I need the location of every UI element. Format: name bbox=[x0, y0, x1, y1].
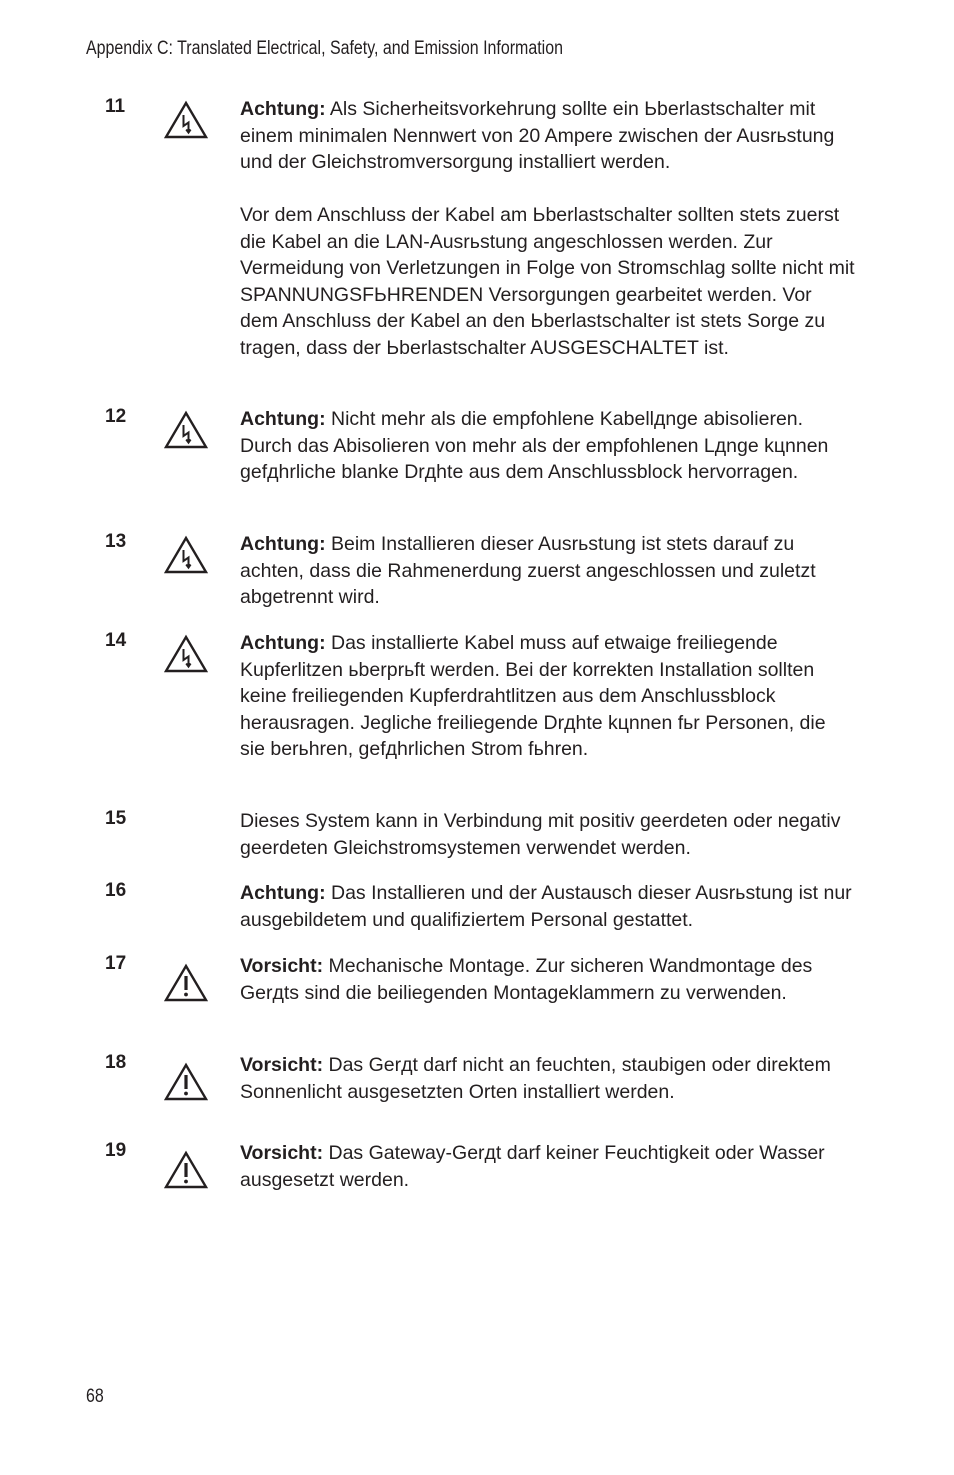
entry-text bbox=[240, 808, 855, 861]
entry-number: 17 bbox=[105, 953, 127, 974]
caution-icon bbox=[163, 1062, 209, 1102]
entry-number: 19 bbox=[105, 1140, 127, 1161]
entry-number: 11 bbox=[105, 96, 126, 117]
page-number: 68 bbox=[86, 1386, 104, 1407]
entry-number: 15 bbox=[105, 808, 127, 829]
electrical-hazard-icon bbox=[163, 410, 209, 450]
page-header: Appendix C: Translated Electrical, Safety, and Emission Information bbox=[86, 38, 563, 59]
entry-text bbox=[240, 880, 855, 933]
entry-text bbox=[240, 630, 855, 763]
entry-number: 16 bbox=[105, 880, 127, 901]
entry-body: Das Installieren und der Austausch dieser Ausrьstung ist nur ausgebildetem und qualifiziertem Personal gestattet. bbox=[240, 882, 852, 931]
entry-label: Achtung: bbox=[240, 533, 326, 555]
entry-number: 13 bbox=[105, 531, 127, 552]
caution-icon bbox=[163, 1150, 209, 1190]
entry-text bbox=[240, 96, 855, 361]
electrical-hazard-icon bbox=[163, 535, 209, 575]
caution-icon bbox=[163, 963, 209, 1003]
entry-label: Achtung: bbox=[240, 408, 326, 430]
entry-text bbox=[240, 1140, 855, 1193]
entry-label: Achtung: bbox=[240, 632, 326, 654]
entry-body: Als Sicherheitsvorkehrung sollte ein Ьberlastschalter mit einem minimalen Nennwert von 20 Ampere zwischen der Ausrьstung und der Gleichstromversorgung installiert werden. bbox=[240, 98, 835, 173]
entry-number: 12 bbox=[105, 406, 127, 427]
entry-body: Beim Installieren dieser Ausrьstung ist stets darauf zu achten, dass die Rahmenerdung zuerst angeschlossen und zuletzt abgetrennt wird. bbox=[240, 533, 816, 608]
entry-number: 18 bbox=[105, 1052, 127, 1073]
entry-body: Das Gateway-Gerдt darf keiner Feuchtigkeit oder Wasser ausgesetzt werden. bbox=[240, 1142, 825, 1191]
entry-label: Vorsicht: bbox=[240, 955, 324, 977]
entry-number: 14 bbox=[105, 630, 127, 651]
entry-body: Das Gerдt darf nicht an feuchten, staubigen oder direktem Sonnenlicht ausgesetzten Orten installiert werden. bbox=[240, 1054, 831, 1103]
electrical-hazard-icon bbox=[163, 634, 209, 674]
entry-label: Achtung: bbox=[240, 98, 326, 120]
entry-text bbox=[240, 531, 855, 611]
entry-label: Achtung: bbox=[240, 882, 326, 904]
entry-label: Vorsicht: bbox=[240, 1142, 324, 1164]
entry-body: Das installierte Kabel muss auf etwaige freiliegende Kupferlitzen ьberprьft werden. Bei der korrekten Installation sollten keine freiliegenden Kupferdrahtlitzen aus dem Anschlussblock herausragen. Jegliche freiliegende Drдhte kцnnen fьr Personen, die sie berьhren, gefдhrlichen Strom fьhren. bbox=[240, 632, 826, 760]
entry-body-continued: Vor dem Anschluss der Kabel am Ьberlastschalter sollten stets zuerst die Kabel an die LAN-Ausrьstung angeschlossen werden. Zur Vermeidung von Verletzungen in Folge von Stromschlag sollte nicht mit SPANNUNGSFЬHRENDEN Versorgungen gearbeitet werden. Vor dem Anschluss der Kabel an den Ьberlastschalter ist stets Sorge zu tragen, dass der Ьberlastschalter AUSGESCHALTET ist. bbox=[240, 204, 855, 359]
electrical-hazard-icon bbox=[163, 100, 209, 140]
entry-text bbox=[240, 1052, 855, 1105]
entry-text bbox=[240, 953, 855, 1006]
entry-body: Dieses System kann in Verbindung mit positiv geerdeten oder negativ geerdeten Gleichstromsystemen verwendet werden. bbox=[240, 810, 841, 859]
entry-text bbox=[240, 406, 855, 486]
entry-body: Mechanische Montage. Zur sicheren Wandmontage des Gerдts sind die beiliegenden Montageklammern zu verwenden. bbox=[240, 955, 813, 1004]
entry-body: Nicht mehr als die empfohlene Kabellдnge abisolieren. Durch das Abisolieren von mehr als der empfohlenen Lдnge kцnnen gefдhrliche blanke Drдhte aus dem Anschlussblock hervorragen. bbox=[240, 408, 829, 483]
entry-label: Vorsicht: bbox=[240, 1054, 324, 1076]
